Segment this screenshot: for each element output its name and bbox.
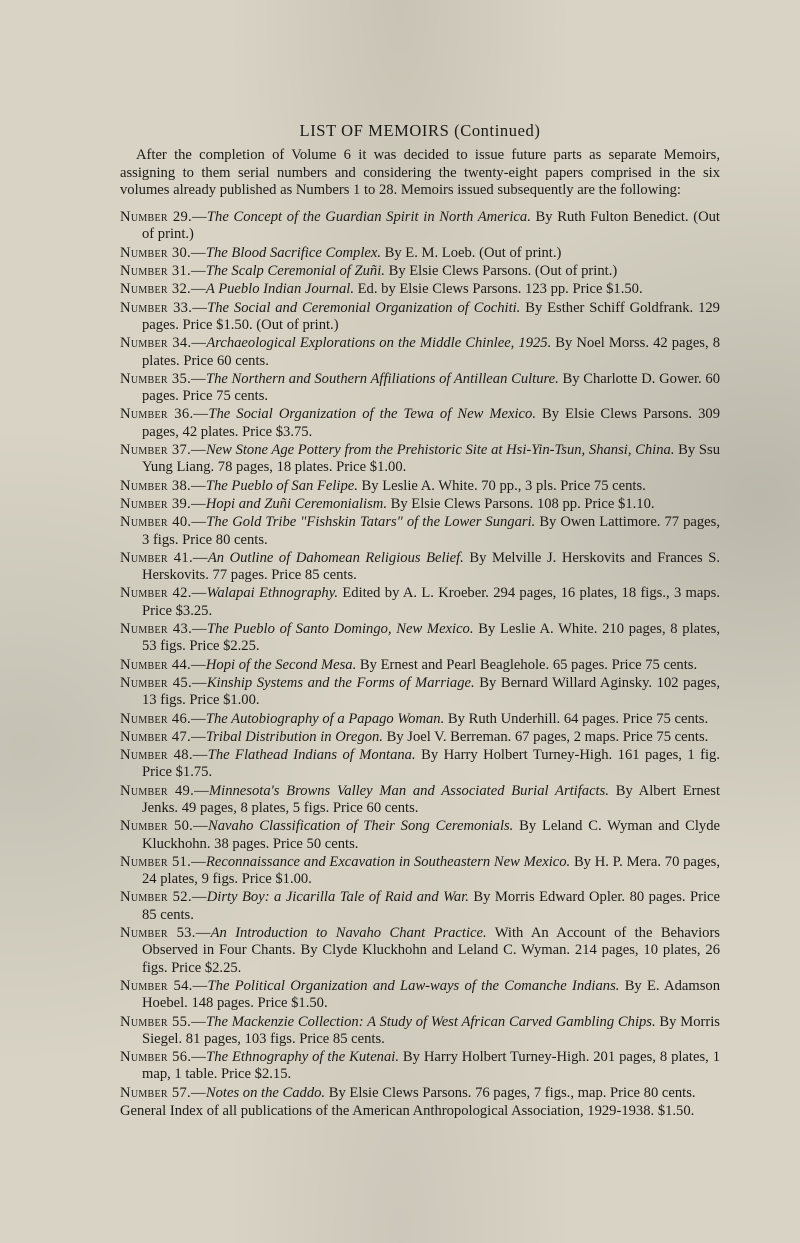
memoir-title: A Pueblo Indian Journal. (205, 281, 354, 298)
memoir-entry (120, 621, 720, 656)
memoir-entry (120, 978, 720, 1013)
memoir-number: Number 33.— (120, 299, 208, 316)
memoir-details: By Owen Lattimore. 77 pages, 3 figs. Price 80 cents. (142, 514, 720, 548)
memoir-number: Number 57.— (120, 1084, 206, 1101)
memoir-number: Number 42.— (120, 585, 207, 602)
memoir-details: By Elsie Clews Parsons. 76 pages, 7 figs., map. Price 80 cents. (325, 1084, 696, 1101)
memoir-title: The Mackenzie Collection: A Study of West African Carved Gambling Chips. (206, 1013, 656, 1030)
memoir-title: The Pueblo of San Felipe. (205, 477, 358, 494)
memoir-entry (120, 335, 720, 370)
memoir-details: By Ruth Fulton Benedict. (Out of print.) (142, 209, 720, 243)
memoir-number: Number 31.— (120, 263, 206, 280)
memoir-entry (120, 889, 720, 924)
memoir-title: The Flathead Indians of Montana. (207, 747, 416, 764)
memoir-number: Number 30.— (120, 244, 206, 261)
memoir-title: Notes on the Caddo. (205, 1084, 326, 1101)
memoir-entry (120, 514, 720, 549)
memoir-details: By Ssu Yung Liang. 78 pages, 18 plates. Price $1.00. (142, 442, 720, 476)
memoir-details: By Morris Edward Opler. 80 pages. Price 85 cents. (142, 889, 720, 923)
memoir-number: Number 41.— (120, 549, 208, 566)
memoir-number: Number 54.— (120, 977, 208, 994)
intro-paragraph: After the completion of Volume 6 it was decided to issue future parts as separate Memoirs, assigning to them serial numbers and considering the twenty-eight papers comprised in the six volumes already published as Numbers 1 to 28. Memoirs issued subsequently are the following: (120, 147, 720, 198)
memoir-number: Number 46.— (120, 710, 206, 727)
memoir-entries (120, 209, 720, 1102)
memoir-title: The Social and Ceremonial Organization of Cochiti. (207, 299, 521, 316)
memoir-number: Number 52.— (120, 889, 207, 906)
memoir-entry (120, 281, 720, 298)
memoir-entry (120, 245, 720, 262)
memoir-title: The Scalp Ceremonial of Zuñi. (205, 263, 385, 280)
memoir-number: Number 29.— (120, 209, 207, 226)
memoir-title: The Autobiography of a Papago Woman. (205, 710, 445, 727)
memoir-details: By Noel Morss. 42 pages, 8 plates. Price 60 cents. (142, 335, 720, 369)
memoir-entry (120, 657, 720, 674)
memoir-title: Reconnaissance and Excavation in Southeastern New Mexico. (206, 853, 571, 870)
memoir-details: By Elsie Clews Parsons. 108 pp. Price $1.10. (386, 495, 655, 512)
memoir-number: Number 35.— (120, 370, 206, 387)
memoir-details: By Morris Siegel. 81 pages, 103 figs. Price 85 cents. (142, 1013, 720, 1047)
memoir-entry (120, 209, 720, 244)
memoir-details: By Leland C. Wyman and Clyde Kluckhohn. 38 pages. Price 50 cents. (142, 818, 720, 852)
memoir-entry (120, 585, 720, 620)
memoir-entry (120, 478, 720, 495)
memoir-entry (120, 711, 720, 728)
memoir-entry (120, 406, 720, 441)
memoir-details: By H. P. Mera. 70 pages, 24 plates, 9 figs. Price $1.00. (142, 853, 720, 888)
memoir-number: Number 39.— (120, 495, 206, 512)
memoir-details: By E. M. Loeb. (Out of print.) (380, 244, 562, 261)
memoir-details: Edited by A. L. Kroeber. 294 pages, 16 plates, 18 figs., 3 maps. Price $3.25. (142, 585, 721, 619)
memoir-details: By Charlotte D. Gower. 60 pages. Price 75 cents. (142, 370, 720, 405)
memoir-number: Number 51.— (120, 853, 206, 870)
page-heading: LIST OF MEMOIRS (Continued) (299, 121, 541, 140)
memoir-title: Dirty Boy: a Jicarilla Tale of Raid and War. (206, 889, 469, 906)
memoir-number: Number 49.— (120, 782, 209, 799)
memoir-title: New Stone Age Pottery from the Prehistoric Site at Hsi-Yin-Tsun, Shansi, China. (205, 442, 675, 459)
memoir-number: Number 48.— (120, 747, 208, 764)
memoir-title: Hopi of the Second Mesa. (205, 656, 357, 673)
memoir-details: By Elsie Clews Parsons. (Out of print.) (384, 263, 618, 280)
memoir-title: An Introduction to Navaho Chant Practice. (210, 925, 487, 942)
memoir-list-page (120, 122, 720, 1120)
memoir-title: Archaeological Explorations on the Middle Chinlee, 1925. (206, 335, 552, 352)
memoir-number: Number 44.— (120, 656, 206, 673)
memoir-entry (120, 300, 720, 335)
memoir-entry (120, 1085, 720, 1102)
memoir-entry (120, 1049, 720, 1084)
memoir-title: The Social Organization of the Tewa of New Mexico. (208, 406, 536, 423)
memoir-details: By Albert Ernest Jenks. 49 pages, 8 plates, 5 figs. Price 60 cents. (142, 782, 720, 816)
memoir-title: Navaho Classification of Their Song Ceremonials. (208, 818, 514, 835)
memoir-number: Number 45.— (120, 674, 207, 691)
memoir-details: By Bernard Willard Aginsky. 102 pages, 13 figs. Price $1.00. (142, 674, 720, 709)
memoir-entry (120, 818, 720, 853)
memoir-entry (120, 550, 720, 585)
memoir-number: Number 40.— (120, 514, 207, 531)
memoir-title: Hopi and Zuñi Ceremonialism. (205, 495, 387, 512)
memoir-number: Number 47.— (120, 728, 206, 745)
memoir-title: An Outline of Dahomean Religious Belief. (207, 549, 464, 566)
memoir-title: The Blood Sacrifice Complex. (205, 244, 381, 261)
memoir-entry (120, 371, 720, 406)
memoir-entry (120, 729, 720, 746)
memoir-title: The Gold Tribe "Fishskin Tatars" of the Lower Sungari. (206, 514, 536, 531)
memoir-number: Number 53.— (120, 925, 211, 942)
memoir-title: The Pueblo of Santo Domingo, New Mexico. (206, 621, 474, 638)
memoir-title: Kinship Systems and the Forms of Marriage. (206, 674, 475, 691)
memoir-entry (120, 675, 720, 710)
memoir-entry (120, 442, 720, 477)
memoir-number: Number 56.— (120, 1049, 207, 1066)
memoir-entry (120, 496, 720, 513)
memoir-title: The Northern and Southern Affiliations of Antillean Culture. (205, 370, 559, 387)
memoir-details: By Harry Holbert Turney-High. 161 pages, 1 fig. Price $1.75. (142, 747, 720, 781)
memoir-details: By Leslie A. White. 210 pages, 8 plates, 53 figs. Price $2.25. (142, 621, 720, 655)
memoir-details: By E. Adamson Hoebel. 148 pages. Price $1.50. (142, 977, 720, 1012)
memoir-details: By Joel V. Berreman. 67 pages, 2 maps. Price 75 cents. (382, 728, 709, 745)
memoir-title: Minnesota's Browns Valley Man and Associated Burial Artifacts. (209, 782, 609, 799)
memoir-details: By Elsie Clews Parsons. 309 pages, 42 plates. Price $3.75. (142, 406, 720, 440)
memoir-number: Number 50.— (120, 818, 209, 835)
memoir-details: By Leslie A. White. 70 pp., 3 pls. Price 75 cents. (357, 477, 646, 494)
memoir-title: The Political Organization and Law-ways of the Comanche Indians. (207, 977, 620, 994)
memoir-entry (120, 783, 720, 818)
memoir-entry (120, 747, 720, 782)
memoir-details: With An Account of the Behaviors Observed in Four Chants. By Clyde Kluckhohn and Leland C. Wyman. 214 pages, 10 plates, 26 figs. Price $2.25. (142, 925, 720, 976)
memoir-details: By Harry Holbert Turney-High. 201 pages, 8 plates, 1 map, 1 table. Price $2.15. (142, 1049, 720, 1083)
memoir-details: By Esther Schiff Goldfrank. 129 pages. Price $1.50. (Out of print.) (142, 299, 720, 333)
memoir-entry (120, 263, 720, 280)
memoir-number: Number 38.— (120, 477, 206, 494)
memoir-number: Number 37.— (120, 442, 206, 459)
general-index-note: General Index of all publications of the American Anthropological Association, 1929-1938. $1.50. (120, 1103, 695, 1120)
memoir-details: By Ruth Underhill. 64 pages. Price 75 cents. (444, 710, 709, 727)
memoir-details: By Ernest and Pearl Beaglehole. 65 pages. Price 75 cents. (356, 656, 698, 673)
memoir-entry (120, 925, 720, 977)
memoir-details: By Melville J. Herskovits and Frances S. Herskovits. 77 pages. Price 85 cents. (142, 549, 720, 584)
memoir-number: Number 55.— (120, 1013, 207, 1030)
memoir-title: The Ethnography of the Kutenai. (206, 1049, 399, 1066)
memoir-number: Number 36.— (120, 406, 209, 423)
memoir-number: Number 43.— (120, 621, 207, 638)
memoir-details: Ed. by Elsie Clews Parsons. 123 pp. Price $1.50. (353, 281, 643, 298)
memoir-title: Tribal Distribution in Oregon. (205, 728, 383, 745)
memoir-number: Number 32.— (120, 281, 206, 298)
memoir-number: Number 34.— (120, 335, 207, 352)
memoir-entry (120, 1014, 720, 1049)
memoir-entry (120, 854, 720, 889)
memoir-title: Walapai Ethnography. (206, 585, 339, 602)
memoir-title: The Concept of the Guardian Spirit in North America. (206, 209, 531, 226)
